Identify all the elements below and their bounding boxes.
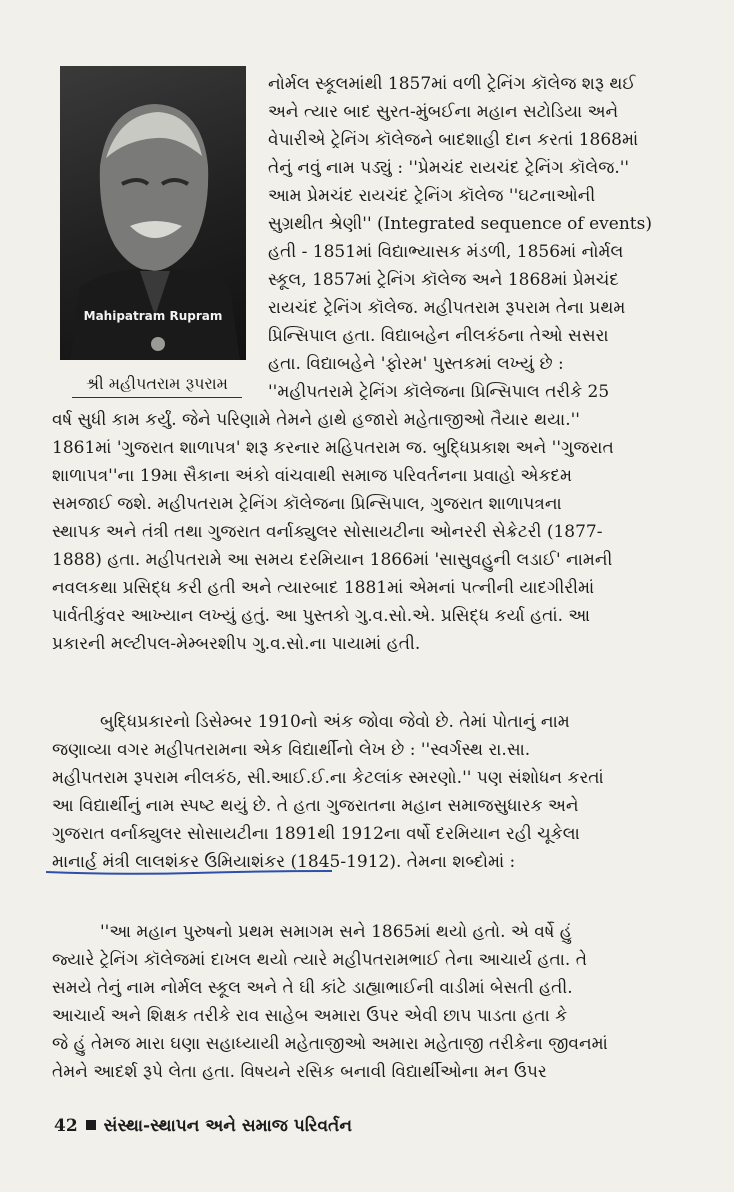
text-line: જણાવ્યા વગર મહીપતરામના એક વિદ્યાર્થીનો લેખ છે : ''સ્વર્ગસ્થ રા.સા. <box>52 740 531 760</box>
text-line: આ વિદ્યાર્થીનું નામ સ્પષ્ટ થયું છે. તે હતા ગુજરાતના મહાન સમાજસુધારક અને <box>52 796 579 816</box>
text-line: સમજાઈ જશે. મહીપતરામ ટ્રેનિંગ કૉલેજના પ્રિન્સિપાલ, ગુજરાત શાળાપત્રના <box>52 494 562 514</box>
text-line: તેનું નવું નામ પડ્યું : ''પ્રેમચંદ રાયચંદ ટ્રેનિંગ કૉલેજ.'' <box>268 158 630 178</box>
paragraph-first-line: ''આ મહાન પુરુષનો પ્રથમ સમાગમ સને 1865માં થયો હતો. એ વર્ષે હું <box>100 922 572 942</box>
text-line: રાયચંદ ટ્રેનિંગ કૉલેજ. મહીપતરામ રૂપરામ તેના પ્રથમ <box>268 298 626 318</box>
text-line: સ્કૂલ, 1857માં ટ્રેનિંગ કૉલેજ અને 1868માં પ્રેમચંદ <box>268 270 619 290</box>
text-line: જ્યારે ટ્રેનિંગ કૉલેજમાં દાખલ થયો ત્યારે મહીપતરામભાઈ તેના આચાર્ય હતા. તે <box>52 950 587 970</box>
text-line: નોર્મલ સ્કૂલમાંથી 1857માં વળી ટ્રેનિંગ કૉલેજ શરૂ થઈ <box>268 74 636 94</box>
text-line: વર્ષ સુધી કામ કર્યું. જેને પરિણામે તેમને હાથે હજારો મહેતાજીઓ તૈયાર થયા.'' <box>52 410 580 430</box>
text-line: વેપારીએ ટ્રેનિંગ કૉલેજને બાદશાહી દાન કરતાં 1868માં <box>268 130 639 150</box>
text-line: આચાર્ય અને શિક્ષક તરીકે રાવ સાહેબ અમારા ઉપર એવી છાપ પાડતા હતા કે <box>52 1006 568 1026</box>
text-line: અને ત્યાર બાદ સુરત-મુંબઈના મહાન સટોડિયા અને <box>268 102 619 122</box>
text-line: પ્રકારની મલ્ટીપલ-મેમ્બરશીપ ગુ.વ.સો.ના પાયામાં હતી. <box>52 634 421 654</box>
text-line: આમ પ્રેમચંદ રાયચંદ ટ્રેનિંગ કૉલેજ ''ઘટનાઓની <box>268 186 596 206</box>
text-line: હતી - 1851માં વિદ્યાભ્યાસક મંડળી, 1856માં નોર્મલ <box>268 242 624 262</box>
text-line: ગુજરાત વર્નાક્યુલર સોસાયટીના 1891થી 1912ના વર્ષો દરમિયાન રહી ચૂકેલા <box>52 824 580 844</box>
text-line: ''મહીપતરામે ટ્રેનિંગ કૉલેજના પ્રિન્સિપાલ તરીકે 25 <box>268 382 610 402</box>
text-line: સુગ્રથીત શ્રેણી'' (Integrated sequence of events) <box>268 214 652 234</box>
page-footer <box>54 1112 474 1140</box>
text-line: માનાર્હ મંત્રી લાલશંકર ઉમિયાશંકર (1845-1912). તેમના શબ્દોમાં : <box>52 852 516 872</box>
text-line: હતા. વિદ્યાબહેને 'ફોરમ' પુસ્તકમાં લખ્યું છે : <box>268 354 564 374</box>
text-line: જે હું તેમજ મારા ઘણા સહાધ્યાયી મહેતાજીઓ અમારા મહેતાજી તરીકેના જીવનમાં <box>52 1034 608 1054</box>
text-line: સ્થાપક અને તંત્રી તથા ગુજરાત વર્નાક્યુલર સોસાયટીના ઓનરરી સેક્રેટરી (1877- <box>52 522 603 542</box>
square-bullet-icon <box>86 1120 96 1130</box>
portrait-photo <box>60 66 246 360</box>
paragraph-first-line: બુદ્ધિપ્રકારનો ડિસેમ્બર 1910નો અંક જોવા જેવો છે. તેમાં પોતાનું નામ <box>100 712 570 732</box>
text-line: સમયે તેનું નામ નોર્મલ સ્કૂલ અને તે ઘી કાંટે ડાહ્યાભાઈની વાડીમાં બેસતી હતી. <box>52 978 573 998</box>
text-line: પાર્વતીકુંવર આખ્યાન લખ્યું હતું. આ પુસ્તકો ગુ.વ.સો.એ. પ્રસિદ્ધ કર્યા હતાં. આ <box>52 606 591 626</box>
pen-underline <box>44 868 334 876</box>
text-line: શાળાપત્ર''ના 19મા સૈકાના અંકો વાંચવાથી સમાજ પરિવર્તનના પ્રવાહો એકદમ <box>52 466 572 486</box>
photo-label: Mahipatram Rupram <box>83 309 223 323</box>
photo-caption: શ્રી મહીપતરામ રૂપરામ <box>72 374 242 398</box>
text-line: તેમને આદર્શ રૂપે લેતા હતા. વિષયને રસિક બનાવી વિદ્યાર્થીઓના મન ઉપર <box>52 1062 547 1082</box>
text-line: પ્રિન્સિપાલ હતા. વિદ્યાબહેન નીલકંઠના તેઓ સસરા <box>268 326 609 346</box>
text-line: 1888) હતા. મહીપતરામે આ સમય દરમિયાન 1866માં 'સાસુવહુની લડાઈ' નામની <box>52 550 613 570</box>
book-title: સંસ્થા-સ્થાપન અને સમાજ પરિવર્તન <box>103 1116 352 1136</box>
page-number: 42 <box>54 1116 78 1136</box>
text-line: 1861માં 'ગુજરાત શાળાપત્ર' શરૂ કરનાર મહિપતરામ જ. બુદ્ધિપ્રકાશ અને ''ગુજરાત <box>52 438 614 458</box>
text-line: નવલકથા પ્રસિદ્ધ કરી હતી અને ત્યારબાદ 1881માં એમનાં પત્નીની યાદગીરીમાં <box>52 578 595 598</box>
text-line: મહીપતરામ રૂપરામ નીલકંઠ, સી.આઈ.ઈ.ના કેટલાંક સ્મરણો.'' પણ સંશોધન કરતાં <box>52 768 604 788</box>
